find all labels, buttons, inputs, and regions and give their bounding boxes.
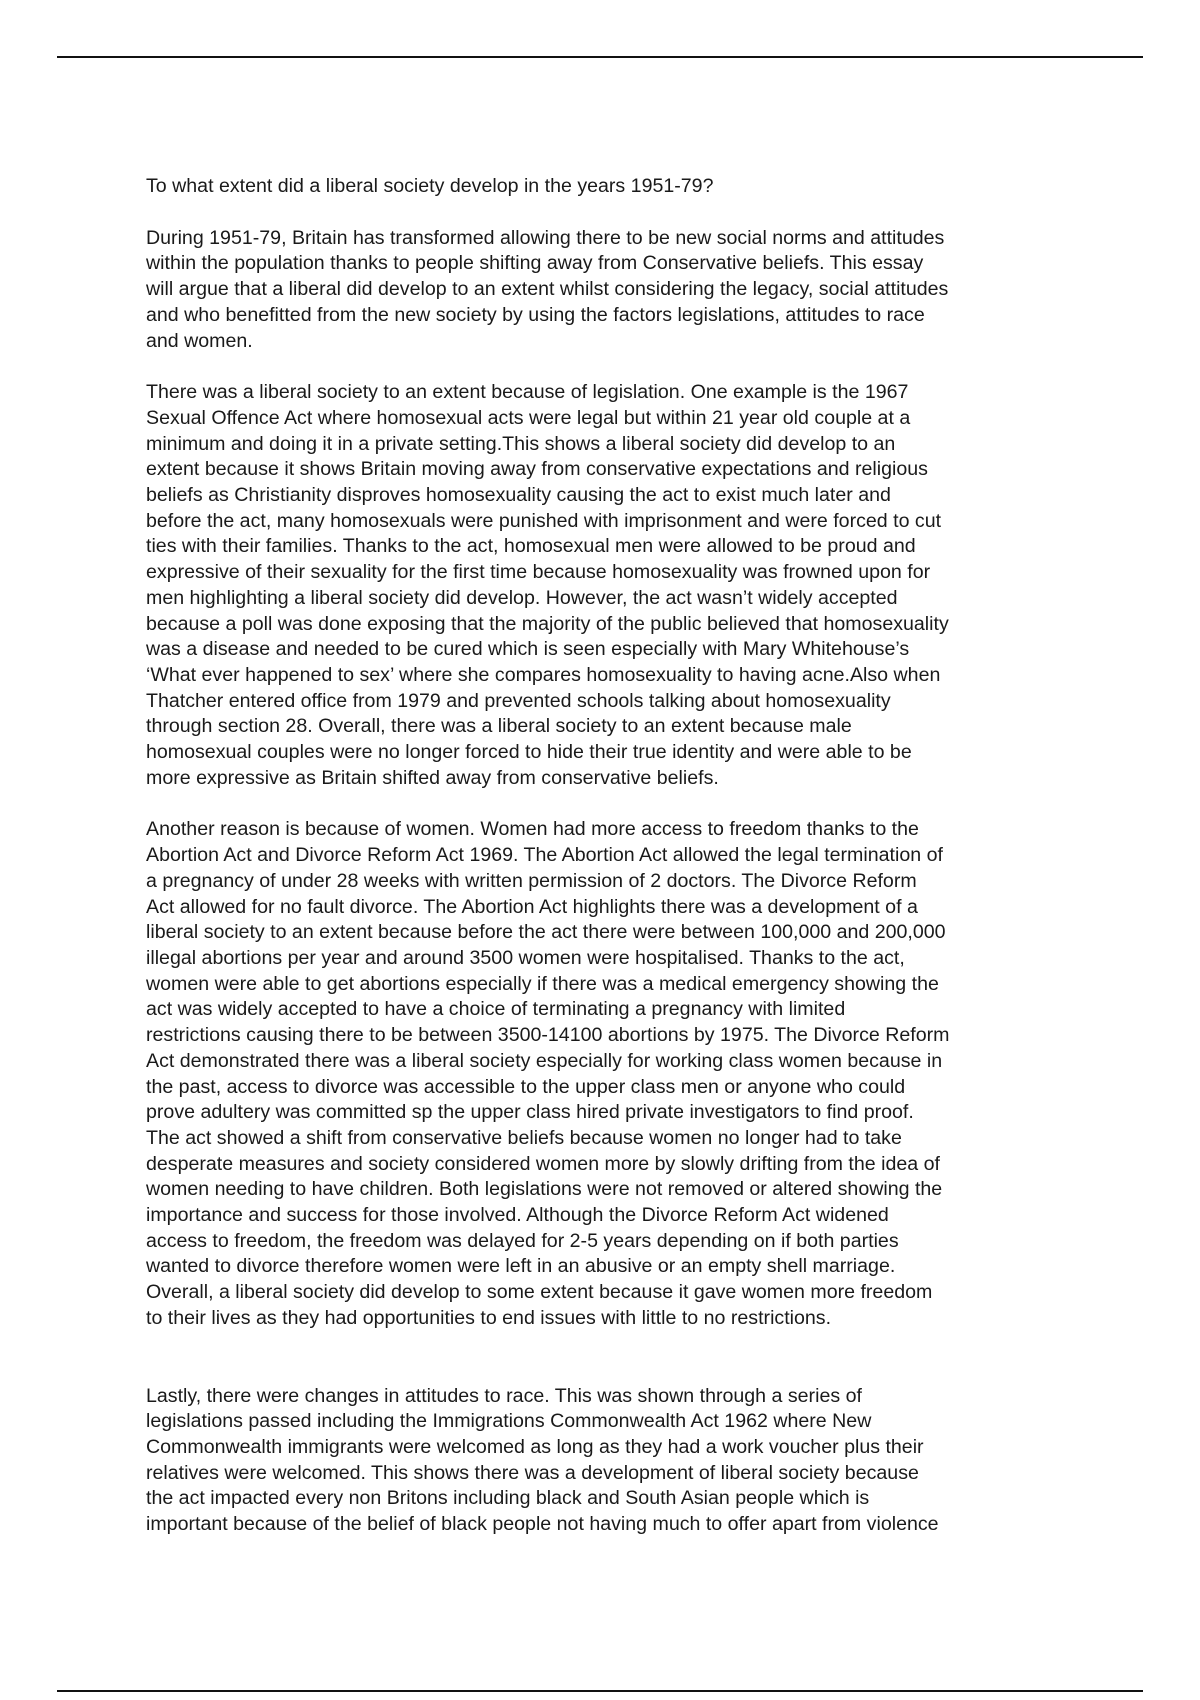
text-line: desperate measures and society considered women more by slowly drifting from the idea of bbox=[146, 1152, 940, 1175]
footer-rule bbox=[57, 1690, 1143, 1692]
text-line: men highlighting a liberal society did develop. However, the act wasn’t widely accepted bbox=[146, 586, 898, 609]
paragraph-legislation bbox=[146, 380, 1066, 791]
text-line: will argue that a liberal did develop to an extent whilst considering the legacy, social attitudes bbox=[146, 278, 949, 301]
text-line: the act impacted every non Britons including black and South Asian people which is bbox=[146, 1487, 870, 1510]
text-line: homosexual couples were no longer forced to hide their true identity and were able to be bbox=[146, 741, 912, 764]
text-line: expressive of their sexuality for the first time because homosexuality was frowned upon for bbox=[146, 561, 931, 584]
text-line: women needing to have children. Both legislations were not removed or altered showing the bbox=[146, 1178, 943, 1201]
text-line: was a disease and needed to be cured which is seen especially with Mary Whitehouse’s bbox=[146, 638, 910, 661]
text-line: restrictions causing there to be between 3500-14100 abortions by 1975. The Divorce Reform bbox=[146, 1024, 950, 1047]
text-line: legislations passed including the Immigrations Commonwealth Act 1962 where New bbox=[146, 1410, 872, 1433]
text-line: Abortion Act and Divorce Reform Act 1969. The Abortion Act allowed the legal termination of bbox=[146, 844, 943, 867]
text-line: ‘What ever happened to sex’ where she compares homosexuality to having acne.Also when bbox=[146, 663, 941, 686]
text-line: Overall, a liberal society did develop to some extent because it gave women more freedom bbox=[146, 1281, 933, 1304]
text-line: before the act, many homosexuals were punished with imprisonment and were forced to cut bbox=[146, 509, 942, 532]
text-line: more expressive as Britain shifted away from conservative beliefs. bbox=[146, 766, 719, 789]
text-line: Commonwealth immigrants were welcomed as long as they had a work voucher plus their bbox=[146, 1435, 924, 1458]
text-line: ties with their families. Thanks to the act, homosexual men were allowed to be proud and bbox=[146, 535, 916, 558]
paragraph-women bbox=[146, 817, 1066, 1331]
text-line: to their lives as they had opportunities to end issues with little to no restrictions. bbox=[146, 1306, 832, 1329]
text-line: prove adultery was committed sp the upper class hired private investigators to find proof. bbox=[146, 1101, 914, 1124]
text-line: and who benefitted from the new society by using the factors legislations, attitudes to race bbox=[146, 303, 925, 326]
text-line: Sexual Offence Act where homosexual acts were legal but within 21 year old couple at a bbox=[146, 406, 911, 429]
text-line: important because of the belief of black people not having much to offer apart from violence bbox=[146, 1513, 939, 1536]
header-rule bbox=[57, 56, 1143, 58]
text-line: liberal society to an extent because before the act there were between 100,000 and 200,000 bbox=[146, 921, 946, 944]
text-line: through section 28. Overall, there was a liberal society to an extent because male bbox=[146, 715, 852, 738]
text-line: women were able to get abortions especially if there was a medical emergency showing the bbox=[146, 972, 939, 995]
text-line: minimum and doing it in a private setting.This shows a liberal society did develop to an bbox=[146, 432, 896, 455]
text-line: During 1951-79, Britain has transformed allowing there to be new social norms and attitudes bbox=[146, 226, 945, 249]
text-line: extent because it shows Britain moving away from conservative expectations and religious bbox=[146, 458, 928, 481]
text-line: access to freedom, the freedom was delayed for 2-5 years depending on if both parties bbox=[146, 1229, 899, 1252]
text-line: because a poll was done exposing that the majority of the public believed that homosexuality bbox=[146, 612, 949, 635]
text-line: There was a liberal society to an extent because of legislation. One example is the 1967 bbox=[146, 381, 909, 404]
text-line: beliefs as Christianity disproves homosexuality causing the act to exist much later and bbox=[146, 484, 891, 507]
essay-question: To what extent did a liberal society develop in the years 1951-79? bbox=[146, 175, 714, 197]
text-line: Lastly, there were changes in attitudes to race. This was shown through a series of bbox=[146, 1384, 862, 1407]
paragraph-race bbox=[146, 1384, 1066, 1538]
text-line: Thatcher entered office from 1979 and prevented schools talking about homosexuality bbox=[146, 689, 891, 712]
text-line: Another reason is because of women. Women had more access to freedom thanks to the bbox=[146, 818, 919, 841]
text-line: wanted to divorce therefore women were left in an abusive or an empty shell marriage. bbox=[146, 1255, 896, 1278]
text-line: illegal abortions per year and around 3500 women were hospitalised. Thanks to the act, bbox=[146, 946, 905, 969]
text-line: a pregnancy of under 28 weeks with written permission of 2 doctors. The Divorce Reform bbox=[146, 869, 917, 892]
text-line: Act allowed for no fault divorce. The Abortion Act highlights there was a development of a bbox=[146, 895, 918, 918]
text-line: importance and success for those involved. Although the Divorce Reform Act widened bbox=[146, 1204, 889, 1227]
text-line: relatives were welcomed. This shows there was a development of liberal society because bbox=[146, 1461, 919, 1484]
text-line: and women. bbox=[146, 329, 253, 352]
text-line: Act demonstrated there was a liberal society especially for working class women because in bbox=[146, 1049, 943, 1072]
text-line: The act showed a shift from conservative beliefs because women no longer had to take bbox=[146, 1126, 902, 1149]
page-content bbox=[146, 174, 1066, 1538]
text-line: the past, access to divorce was accessible to the upper class men or anyone who could bbox=[146, 1075, 906, 1098]
text-line: act was widely accepted to have a choice of terminating a pregnancy with limited bbox=[146, 998, 846, 1021]
paragraph-introduction bbox=[146, 226, 1066, 355]
text-line: within the population thanks to people shifting away from Conservative beliefs. This essay bbox=[146, 252, 924, 275]
